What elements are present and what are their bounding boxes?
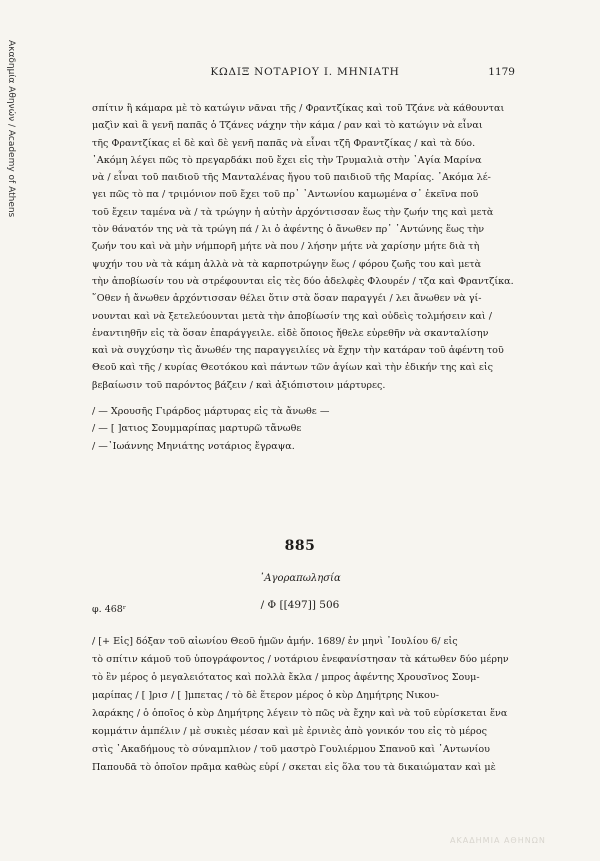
witness-signatures bbox=[92, 403, 522, 455]
signature-line: / — Χρουσῆς Γιράρδος μάρτυρας εἰς τὰ ἄνωθε — bbox=[92, 406, 330, 417]
text-line: τοῦ ἔχειν ταμένα νὰ / τὰ τρώγην ἡ αὐτὴν ἀρχόντισσαν ἕως τὴν ζωήν της καὶ μετὰ bbox=[92, 206, 494, 218]
text-line: ζωήν του καὶ νὰ μὴν νήμπορῆ μήτε νὰ που / λήσην μήτε νὰ χαρίσην μήτε διὰ τὴ bbox=[92, 241, 480, 253]
text-line: βεβαίωσιν τοῦ παρόντος βάζειν / καὶ ἀξιόπιστοιν μάρτυρες. bbox=[92, 379, 386, 391]
text-line: καὶ νὰ συγχύσην τὶς ἄνωθέν της παραγγειλίες νὰ ἔχην τὴν κατάραν τοῦ ἀφέντη τοῦ bbox=[92, 345, 504, 357]
folio-line: / Φ [[497]] 506 bbox=[260, 599, 340, 611]
text-line: μαζὶν καὶ ἃ γενῆ παπᾶς ὁ Τζάνες νάχην τὴν κάμα / ραν καὶ τὸ κατώγιν νὰ εἶναι bbox=[92, 120, 483, 132]
text-line: ἐναντιηθῆν εἰς τὰ ὅσαν ἐπαράγγειλε. εἰδὲ ὅποιος ἤθελε εὑρεθῆν νὰ σκανταλίσην bbox=[92, 327, 489, 339]
document-body-text bbox=[92, 100, 522, 394]
text-line: ψυχήν του νὰ τὰ κάμη ἀλλὰ νὰ τὰ καρποτρώγην ἕως / φόρου ζωῆς του καὶ μετὰ bbox=[92, 258, 482, 270]
text-line: Παπουδᾶ τὸ ὁποῖον πρᾶμα καθὼς εὑρί / σκεται εἰς ὅλα του τὰ δικαιώματαν καὶ μὲ bbox=[92, 762, 496, 773]
folio-reference: φ. 468ʳ bbox=[92, 604, 127, 615]
text-line: στὶς ᾽Ακαδήμους τὸ σύναμπλιον / τοῦ μαστρὸ Γουλιέρμου Σπανοῦ καὶ ᾽Αντωνίου bbox=[92, 744, 491, 755]
archive-side-stamp bbox=[2, 40, 16, 280]
text-line: κομμάτιν ἀμπέλιν / μὲ συκιὲς μέσαν καὶ μὲ ἐρινιὲς ἀπὸ γονικόν του εἰς τὸ μέρος bbox=[92, 726, 487, 737]
text-line: τὸν θάνατόν της νὰ τὰ τρώγη πά / λι ὁ ἀφέντης ὁ ἄνωθεν πρ᾽ ᾽Αντώνης ἕως τὴν bbox=[92, 224, 485, 236]
document-subtitle: ᾽Αγοραπωλησία bbox=[259, 573, 341, 584]
running-header bbox=[95, 66, 515, 82]
text-line: μαρίπας / [ ]ρισ / [ ]μπετας / τὸ δὲ ἕτερον μέρος ὁ κὺρ Δημήτρης Νικου- bbox=[92, 690, 439, 701]
text-line: ᾽Ακόμη λέγει πῶς τὸ πρεγαρδάκι ποῦ ἔχει εἰς τὴν Τρυμαλιὰ στὴν ᾽Αγία Μαρίνα bbox=[92, 154, 482, 166]
running-title: ΚΩΔΙΞ ΝΟΤΑΡΙΟΥ Ι. ΜΗΝΙΑΤΗ bbox=[210, 66, 400, 78]
text-line: τὸ ἓν μέρος ὁ μεγαλειότατος καὶ πολλὰ ἔκλα / μπρος ἀφέντης Χρουσῖνος Σουμ- bbox=[92, 672, 480, 683]
document-885-text bbox=[92, 633, 522, 777]
page-number: 1179 bbox=[488, 66, 515, 78]
text-line: ῞Οθεν ἡ ἄνωθεν ἀρχόντισσαν θέλει ὅτιν στὰ ὅσαν παραγγέι / λει ἄνωθεν νὰ γί- bbox=[92, 293, 482, 305]
text-line: λαράκης / ὁ ὁποῖος ὁ κὺρ Δημήτρης λέγειν τὸ πῶς νὰ ἔχην καὶ νὰ τοῦ εὑρίσκεται ἕνα bbox=[92, 708, 508, 719]
text-line: σπίτιν ἢ κάμαρα μὲ τὸ κατώγιν νᾶναι τῆς / Φραντζίκας καὶ τοῦ Τζάνε νὰ κάθουνται bbox=[92, 103, 505, 114]
text-line: / [+ Εἰς] δόξαν τοῦ αἰωνίου Θεοῦ ἡμῶν ἀμήν. 1689/ ἐν μηνὶ ᾽Ιουλίου 6/ εἰς bbox=[92, 636, 458, 647]
watermark: ΑΚΑΔΗΜΙΑ ΑΘΗΝΩΝ bbox=[450, 836, 546, 845]
text-line: τὸ σπίτιν κάμοῦ τοῦ ὑπογράφοντος / νοτάριου ἐνεφανίστησαν τὰ κάτωθεν δύο μέρην bbox=[92, 654, 509, 665]
text-line: τὴν ἀποβίωσίν του νὰ στρέφουνται εἰς τὲς δύο ἀδελφὲς Φλουρέν / τζα καὶ Φραντζίκα. bbox=[92, 275, 514, 287]
signature-line: / —᾽Ιωάννης Μηνιάτης νοτάριος ἔγραψα. bbox=[92, 440, 295, 452]
side-stamp-text: Ακαδημία Αθηνών / Academy of Athens bbox=[6, 40, 16, 218]
text-line: Θεοῦ καὶ τῆς / κυρίας Θεοτόκου καὶ πάντων τῶν ἁγίων καὶ τὴν ἐδικήν της καὶ εἰς bbox=[92, 362, 494, 374]
text-line: νὰ / εἶναι τοῦ παιδιοῦ τῆς Μανταλένας ἤγου τοῦ παιδιοῦ τῆς Μαρίας. ᾽Ακόμα λέ- bbox=[92, 172, 491, 184]
text-line: γει πῶς τὸ πα / τριμόνιον ποῦ ἔχει τοῦ πρ᾽ ᾽Αντωνίου καμωμένα σ᾽ ἐκεῖνα ποῦ bbox=[92, 189, 479, 201]
text-line: τῆς Φραντζίκας εἰ δὲ καὶ δὲ γενῆ παπᾶς νὰ εἶναι τζῆ Φραντζίκας / καὶ τὰ δύο. bbox=[92, 137, 476, 149]
signature-line: / — [ ]ατιος Σουμμαρίπας μαρτυρῶ τἄνωθε bbox=[92, 423, 302, 435]
document-number: 885 bbox=[284, 538, 316, 554]
text-line: νουνται καὶ νὰ ξετελεύουνται μετὰ τὴν ἀποβίωσίν της καὶ οὐδεὶς τολμήσειν καὶ / bbox=[92, 310, 492, 322]
